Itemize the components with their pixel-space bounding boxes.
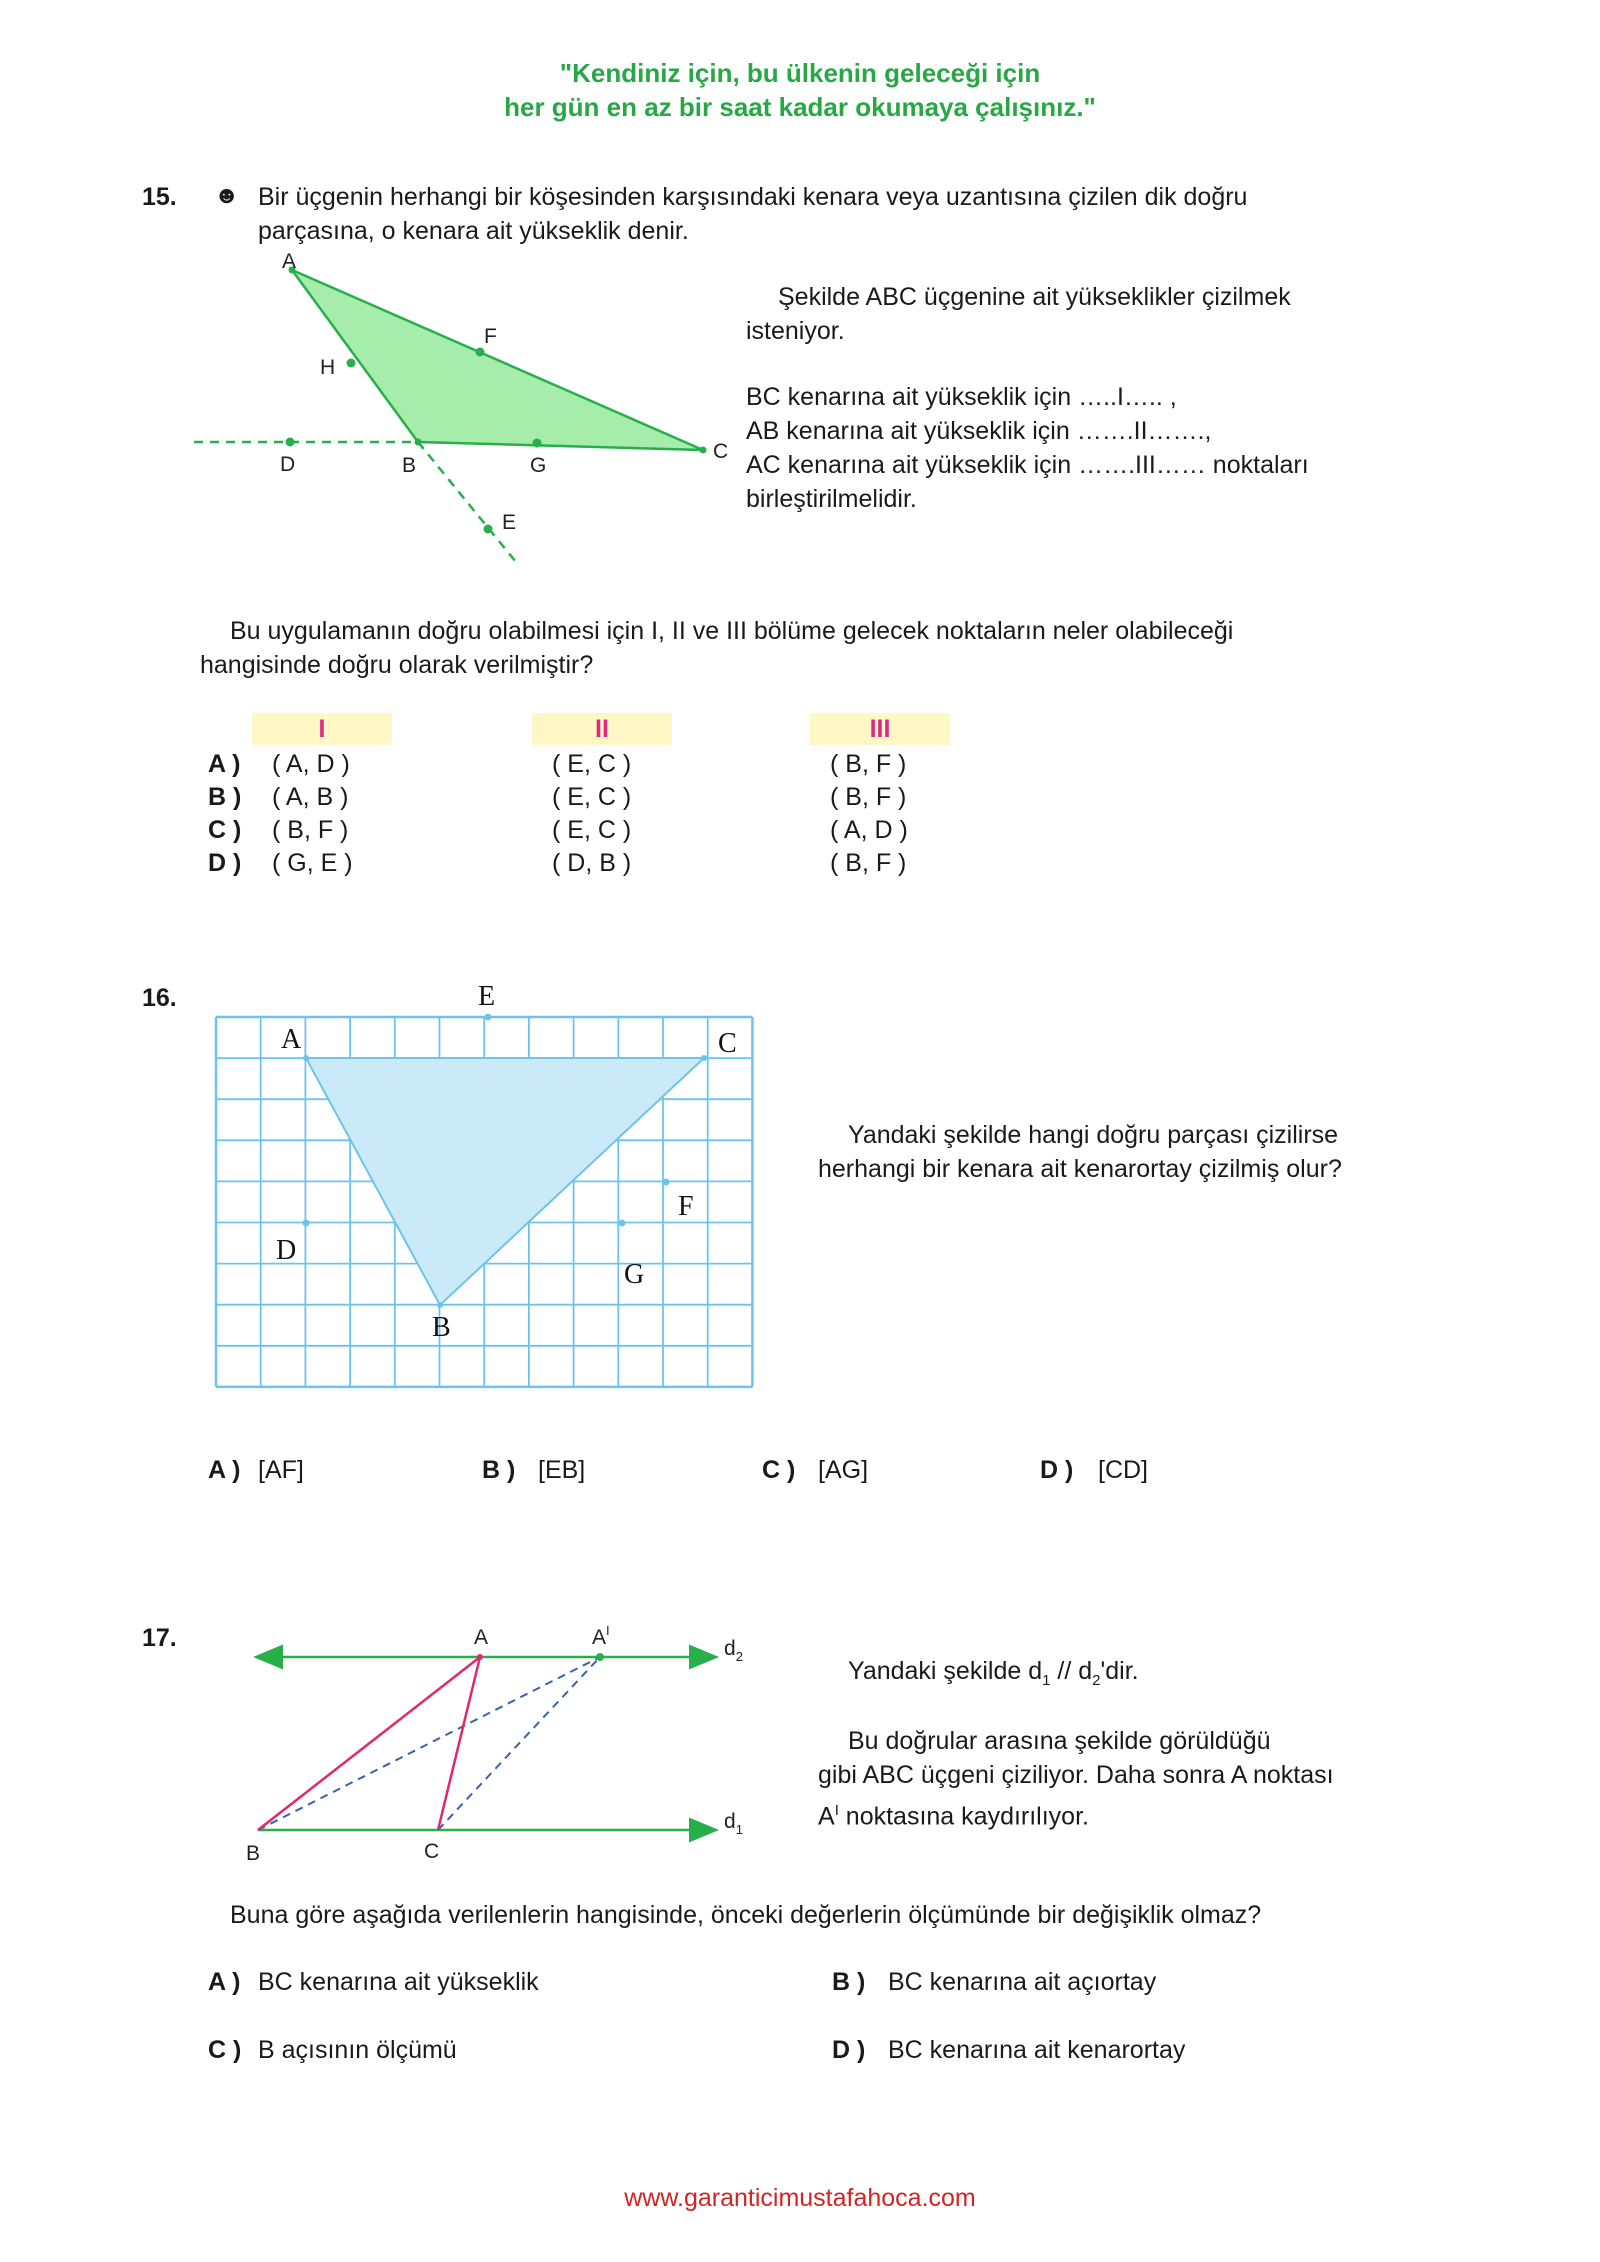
label-b: B [432,1312,451,1343]
label-g: G [624,1259,645,1290]
label-e: E [478,981,496,1012]
q15-intro-line-2: parçasına, o kenara ait yükseklik denir. [258,217,689,245]
point-a-prime [596,1653,604,1661]
q17-option-c-text: B açısının ölçümü [258,2036,457,2064]
q15-side-line-2: isteniyor. [746,317,845,345]
q17-option-c-label[interactable]: C ) [208,2036,242,2064]
q15-option-a-label[interactable]: A ) [208,750,241,778]
point-h [347,359,356,368]
q16-option-c-text: [AG] [818,1456,869,1484]
q15-option-d-col-ii: ( D, B ) [552,849,632,877]
label-f: F [484,325,497,348]
q16-option-a-label[interactable]: A ) [208,1456,241,1484]
label-b: B [246,1842,261,1865]
q15-blank-line-2: AB kenarına ait yükseklik için …….II……., [746,417,1212,445]
column-header-iii: III [810,713,950,745]
segment-ab [258,1657,480,1830]
q17-question: Buna göre aşağıda verilenlerin hangisinde, önceki değerlerin ölçümünde bir değişiklik olmaz? [230,1901,1262,1929]
label-c: C [713,440,729,463]
q16-option-b-label[interactable]: B ) [482,1456,516,1484]
q17-option-b-text: BC kenarına ait açıortay [888,1968,1157,1996]
label-a: A [282,250,297,273]
question-number-16: 16. [142,984,177,1012]
q15-option-b-col-ii: ( E, C ) [552,783,632,811]
label-g: G [530,454,547,477]
q15-option-b-col-i: ( A, B ) [272,783,349,811]
q16-side-line-1: Yandaki şekilde hangi doğru parçası çizilirse [848,1121,1339,1149]
point-a [303,1055,309,1061]
q15-option-c-col-iii: ( A, D ) [830,816,908,844]
q17-option-a-text: BC kenarına ait yükseklik [258,1968,539,1996]
q16-option-b-text: [EB] [538,1456,586,1484]
q15-option-c-label[interactable]: C ) [208,816,242,844]
label-d2: $d_2$ [724,1637,743,1664]
dashed-a-prime-b [258,1657,600,1830]
q15-option-a-col-i: ( A, D ) [272,750,350,778]
q15-option-d-col-i: ( G, E ) [272,849,353,877]
point-b [437,1302,443,1308]
question-number-15: 15. [142,183,177,211]
smiley-bullet-icon: ☻ [214,182,240,209]
label-a-prime: $A^I$ [592,1623,610,1649]
q15-option-c-col-i: ( B, F ) [272,816,349,844]
q15-question-line-1: Bu uygulamanın doğru olabilmesi için I, II ve III bölüme gelecek noktaların neler olabileceği [230,617,1234,645]
q16-option-c-label[interactable]: C ) [762,1456,796,1484]
dashed-a-prime-c [438,1657,600,1830]
label-f: F [678,1191,694,1222]
q15-option-a-col-iii: ( B, F ) [830,750,907,778]
q17-side-line-4: $A^I$ noktasına kaydırılıyor. [818,1802,1089,1831]
q15-triangle-figure [180,240,760,580]
q15-blank-line-1: BC kenarına ait yükseklik için …..I….. , [746,383,1177,411]
q16-option-a-text: [AF] [258,1456,304,1484]
q15-blank-line-3: AC kenarına ait yükseklik için …….III…… noktaları [746,451,1309,479]
q15-option-d-label[interactable]: D ) [208,849,242,877]
q17-parallel-lines-figure [240,1620,780,1870]
q16-option-d-label[interactable]: D ) [1040,1456,1074,1484]
q17-option-b-label[interactable]: B ) [832,1968,866,1996]
q15-option-a-col-ii: ( E, C ) [552,750,632,778]
q17-side-line-3: gibi ABC üçgeni çiziliyor. Daha sonra A noktası [818,1761,1334,1789]
q15-option-c-col-ii: ( E, C ) [552,816,632,844]
q16-grid-figure [200,970,780,1390]
point-e [484,525,493,534]
label-d1: $d_1$ [724,1810,743,1837]
q17-option-d-label[interactable]: D ) [832,2036,866,2064]
q15-side-line-1: Şekilde ABC üçgenine ait yükseklikler çizilmek [778,283,1291,311]
label-c: C [718,1028,737,1059]
label-c: C [424,1840,440,1863]
label-a: A [474,1626,489,1649]
point-g [533,439,542,448]
q16-option-d-text: [CD] [1098,1456,1148,1484]
label-e: E [502,511,517,534]
point-e [485,1014,492,1021]
q17-option-a-label[interactable]: A ) [208,1968,241,1996]
q15-question-line-2: hangisinde doğru olarak verilmiştir? [200,651,594,679]
point-g [619,1220,626,1227]
ab-extension-dashed-line [418,442,516,562]
q17-side-line-2: Bu doğrular arasına şekilde görüldüğü [848,1727,1271,1755]
label-a: A [281,1024,302,1055]
q15-option-b-col-iii: ( B, F ) [830,783,907,811]
point-f [663,1179,670,1186]
segment-ac [438,1657,480,1830]
label-d: D [280,453,296,476]
label-d: D [276,1235,297,1266]
q15-blank-line-4: birleştirilmelidir. [746,485,917,513]
column-header-i: I [252,713,392,745]
column-header-ii: II [532,713,672,745]
point-d [303,1220,310,1227]
point-a [477,1654,483,1660]
point-f [476,348,485,357]
motto-line-1: "Kendiniz için, bu ülkenin geleceği için [559,58,1041,88]
footer-website-link[interactable]: www.garanticimustafahoca.com [624,2184,976,2212]
q15-option-d-col-iii: ( B, F ) [830,849,907,877]
q16-side-line-2: herhangi bir kenara ait kenarortay çizilmiş olur? [818,1155,1342,1183]
point-c [701,1055,707,1061]
q17-option-d-text: BC kenarına ait kenarortay [888,2036,1186,2064]
q15-option-b-label[interactable]: B ) [208,783,242,811]
q15-intro-line-1: Bir üçgenin herhangi bir köşesinden karşısındaki kenara veya uzantısına çizilen dik doğru [258,183,1248,211]
label-b: B [402,454,417,477]
label-h: H [320,356,336,379]
motto-line-2: her gün en az bir saat kadar okumaya çalışınız." [504,92,1096,122]
point-d [286,438,295,447]
point-c [700,447,707,454]
q17-side-line-1: Yandaki şekilde $d_1 // d_2'dir$. [848,1657,1139,1689]
point-b [415,439,422,446]
question-number-17: 17. [142,1624,177,1652]
